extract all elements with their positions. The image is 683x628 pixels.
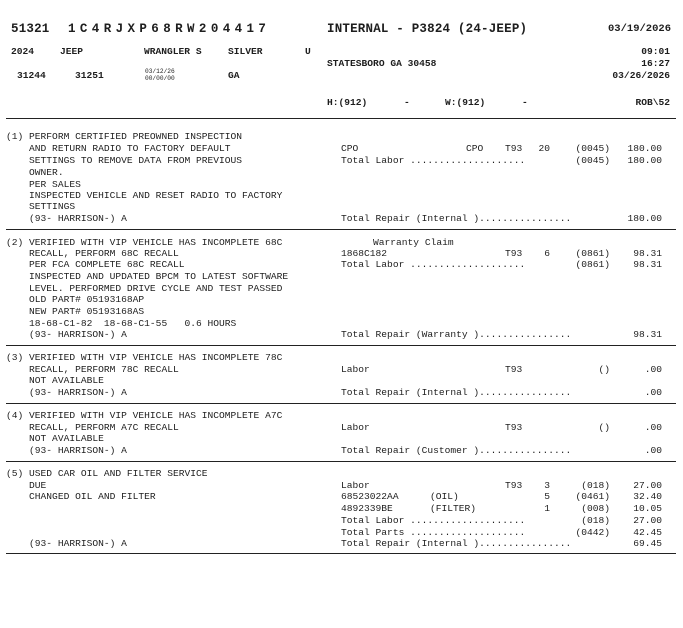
job-desc-line: NOT AVAILABLE [6, 433, 104, 444]
date-top: 03/19/2026 [608, 23, 672, 35]
line-label: Total Labor .................... [341, 259, 526, 270]
job-desc-line: SETTINGS [6, 201, 76, 212]
line-code: () [598, 364, 610, 375]
warranty-claim-label: Warranty Claim [373, 237, 454, 248]
line-col2: CPO [466, 143, 484, 154]
job-desc-line: (93- HARRISON-) A [6, 538, 127, 549]
total-repair-label: Total Repair (Internal )................ [341, 387, 572, 398]
line-col2: (FILTER) [430, 503, 477, 514]
time-2: 16:27 [641, 58, 670, 69]
job-desc-line: INSPECTED AND UPDATED BPCM TO LATEST SOFTWARE [6, 271, 289, 282]
line-label: 1868C182 [341, 248, 388, 259]
line-amount: 98.31 [633, 259, 662, 270]
job-desc-line: DUE [6, 480, 47, 491]
time-1: 09:01 [641, 46, 670, 57]
divider [6, 229, 676, 230]
vehicle-color: SILVER [228, 46, 263, 57]
job-desc-line: NEW PART# 05193168AS [6, 306, 145, 317]
line-hours: 20 [538, 143, 550, 154]
line-amount: 180.00 [627, 143, 662, 154]
line-amount: .00 [644, 364, 662, 375]
work-phone: W:(912) [445, 97, 486, 108]
line-label: Total Labor .................... [341, 155, 526, 166]
line-hours: 3 [544, 480, 550, 491]
line-label: Total Parts .................... [341, 527, 526, 538]
divider [6, 345, 676, 346]
line-amount: 180.00 [627, 155, 662, 166]
line-label: CPO [341, 143, 359, 154]
total-repair-amount: 98.31 [633, 329, 662, 340]
job-desc-line: (93- HARRISON-) A [6, 329, 127, 340]
job-desc-line: RECALL, PERFORM 78C RECALL [6, 364, 179, 375]
line-code: (0442) [575, 527, 610, 538]
line-code: () [598, 422, 610, 433]
job-desc-line: 18-68-C1-82 18-68-C1-55 0.6 HOURS [6, 318, 237, 329]
line-tech: T93 [505, 143, 523, 154]
job-desc-line: PER FCA COMPLETE 68C RECALL [6, 259, 185, 270]
line-code: (018) [581, 515, 610, 526]
divider [6, 553, 676, 554]
vehicle-year: 2024 [11, 46, 35, 57]
total-repair-label: Total Repair (Warranty )................ [341, 329, 572, 340]
line-code: (0045) [575, 155, 610, 166]
line-amount: 98.31 [633, 248, 662, 259]
line-code: (008) [581, 503, 610, 514]
line-amount: 10.05 [633, 503, 662, 514]
line-code: (018) [581, 480, 610, 491]
line-label: Labor [341, 480, 370, 491]
advisor: ROB\52 [635, 97, 670, 108]
line-label: Labor [341, 364, 370, 375]
date-bottom: 03/26/2026 [612, 70, 670, 81]
line-code: (0045) [575, 143, 610, 154]
num-1: 31244 [17, 70, 46, 81]
total-repair-label: Total Repair (Internal )................ [341, 538, 572, 549]
line-label: Labor [341, 422, 370, 433]
line-hours: 1 [544, 503, 550, 514]
job-desc-line: (3) VERIFIED WITH VIP VEHICLE HAS INCOMPLETE 78C [6, 352, 283, 363]
job-desc-line: AND RETURN RADIO TO FACTORY DEFAULT [6, 143, 231, 154]
job-desc-line: (4) VERIFIED WITH VIP VEHICLE HAS INCOMPLETE A7C [6, 410, 283, 421]
line-tech: T93 [505, 364, 523, 375]
city-state-zip: STATESBORO GA 30458 [327, 58, 437, 69]
line-amount: .00 [644, 422, 662, 433]
total-repair-amount: .00 [644, 445, 662, 456]
job-desc-line: (93- HARRISON-) A [6, 387, 127, 398]
job-desc-line: OLD PART# 05193168AP [6, 294, 145, 305]
line-amount: 42.45 [633, 527, 662, 538]
line-tech: T93 [505, 480, 523, 491]
code-u: U [305, 46, 311, 57]
job-desc-line: CHANGED OIL AND FILTER [6, 491, 156, 502]
line-hours: 6 [544, 248, 550, 259]
ro-number: 51321 [11, 22, 50, 36]
line-tech: T93 [505, 422, 523, 433]
job-desc-line: PER SALES [6, 179, 81, 190]
job-desc-line: (1) PERFORM CERTIFIED PREOWNED INSPECTION [6, 131, 243, 142]
phone-dash-1: - [404, 97, 410, 108]
line-code: (0861) [575, 259, 610, 270]
line-label: Total Labor .................... [341, 515, 526, 526]
total-repair-amount: 69.45 [633, 538, 662, 549]
vin: 1C4RJXP68RW204417 [68, 22, 271, 36]
line-label: 68523022AA [341, 491, 399, 502]
date-small-1: 03/12/26 [145, 68, 175, 75]
line-amount: 27.00 [633, 515, 662, 526]
total-repair-amount: 180.00 [627, 213, 662, 224]
job-desc-line: INSPECTED VEHICLE AND RESET RADIO TO FACTORY [6, 190, 283, 201]
job-desc-line: NOT AVAILABLE [6, 375, 104, 386]
line-tech: T93 [505, 248, 523, 259]
state: GA [228, 70, 240, 81]
total-repair-amount: .00 [644, 387, 662, 398]
total-repair-label: Total Repair (Customer )................ [341, 445, 572, 456]
date-small-2: 00/00/00 [145, 75, 175, 82]
line-label: 4892339BE [341, 503, 393, 514]
line-amount: 32.40 [633, 491, 662, 502]
vehicle-make: JEEP [60, 46, 84, 57]
line-amount: 27.00 [633, 480, 662, 491]
line-col2: (OIL) [430, 491, 459, 502]
job-desc-line: LEVEL. PERFORMED DRIVE CYCLE AND TEST PASSED [6, 283, 283, 294]
internal-label: INTERNAL - P3824 (24-JEEP) [327, 22, 528, 36]
vehicle-model: WRANGLER S [144, 46, 202, 57]
job-desc-line: RECALL, PERFORM 68C RECALL [6, 248, 179, 259]
divider [6, 118, 676, 119]
divider [6, 403, 676, 404]
divider [6, 461, 676, 462]
line-hours: 5 [544, 491, 550, 502]
num-2: 31251 [75, 70, 104, 81]
job-desc-line: (2) VERIFIED WITH VIP VEHICLE HAS INCOMPLETE 68C [6, 237, 283, 248]
job-desc-line: (5) USED CAR OIL AND FILTER SERVICE [6, 468, 208, 479]
job-desc-line: RECALL, PERFORM A7C RECALL [6, 422, 179, 433]
job-desc-line: SETTINGS TO REMOVE DATA FROM PREVIOUS [6, 155, 243, 166]
phone-dash-2: - [522, 97, 528, 108]
home-phone: H:(912) [327, 97, 368, 108]
total-repair-label: Total Repair (Internal )................ [341, 213, 572, 224]
job-desc-line: OWNER. [6, 167, 64, 178]
line-code: (0461) [575, 491, 610, 502]
line-code: (0861) [575, 248, 610, 259]
job-desc-line: (93- HARRISON-) A [6, 213, 127, 224]
job-desc-line: (93- HARRISON-) A [6, 445, 127, 456]
